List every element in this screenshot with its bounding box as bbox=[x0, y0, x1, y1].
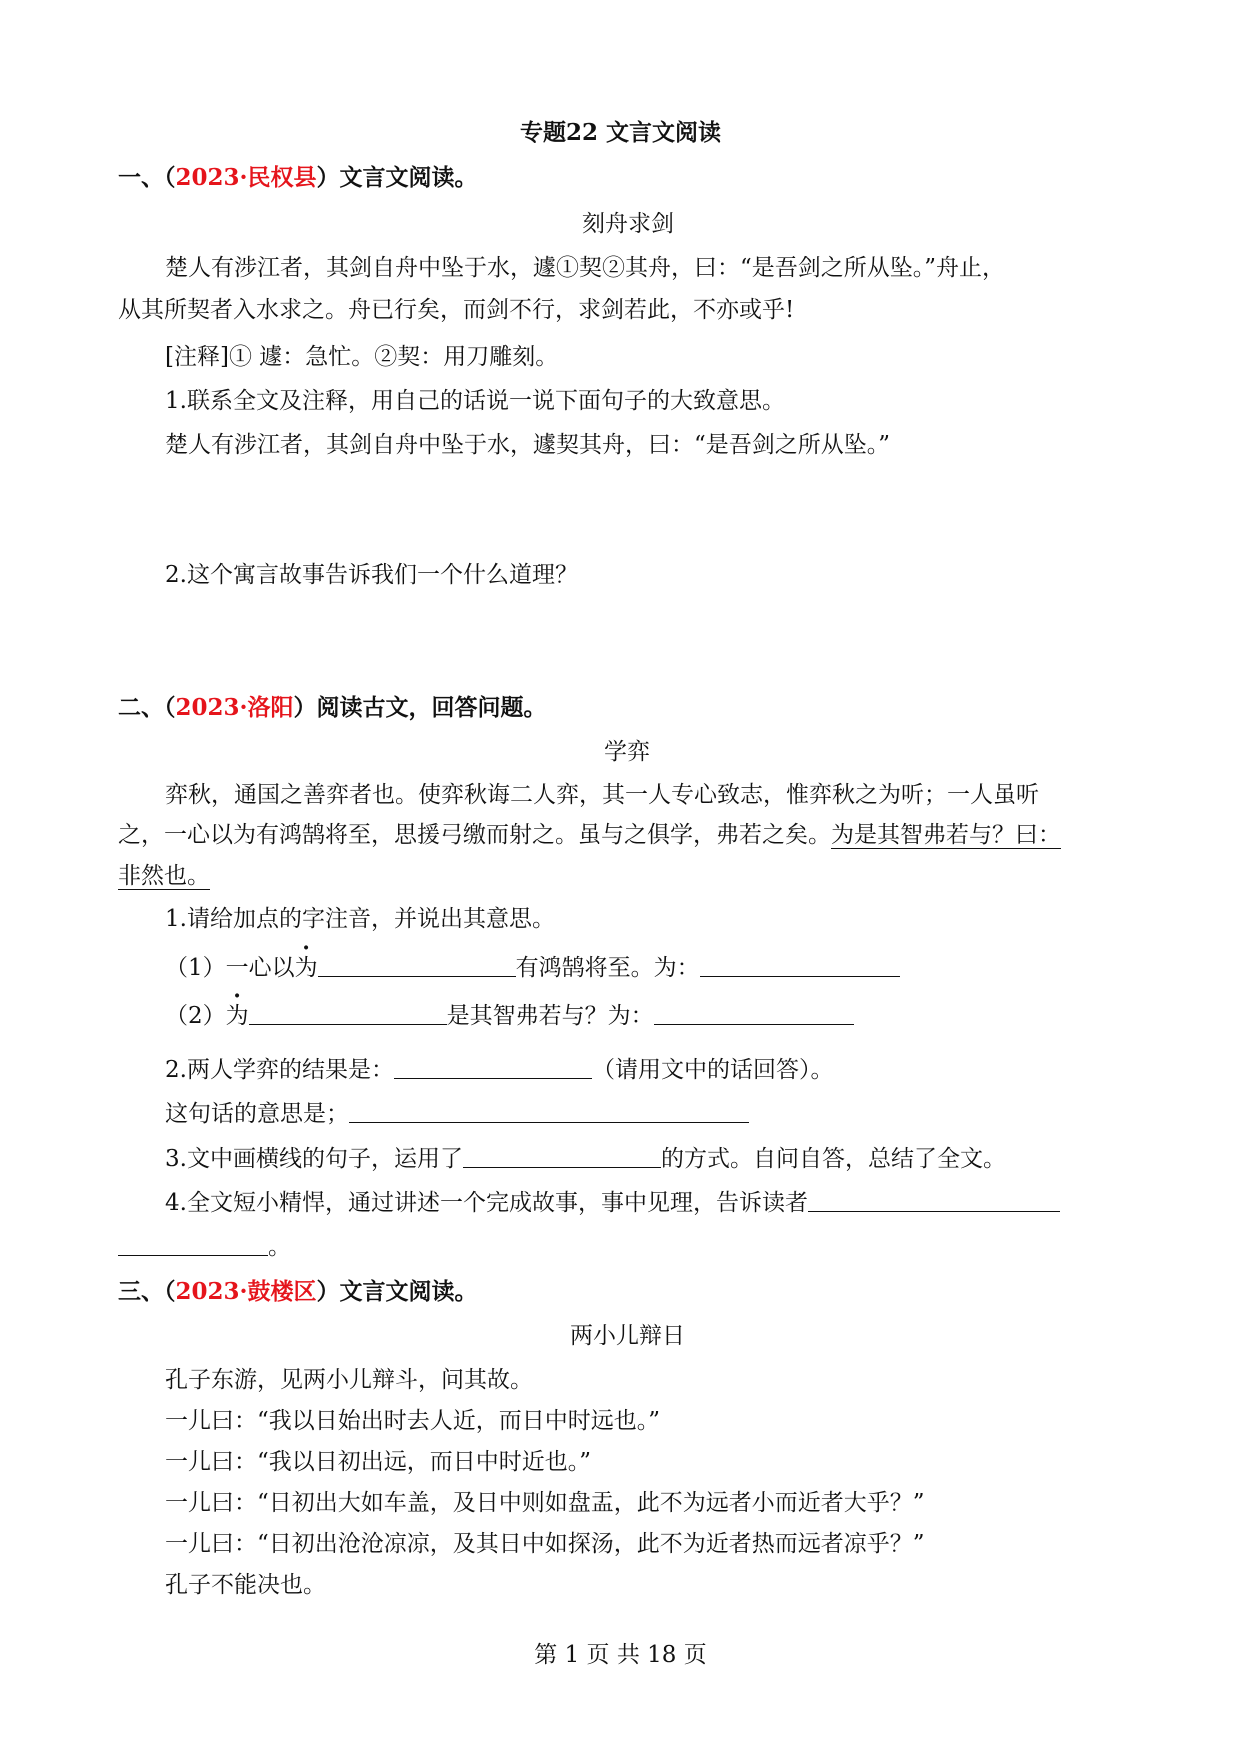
section-1-prefix: 一、（ bbox=[118, 164, 176, 191]
section-2-heading bbox=[118, 693, 547, 723]
question-2-4 bbox=[165, 1187, 1060, 1218]
passage-3-line-3: 一儿曰：“我以日初出远，而日中时近也。” bbox=[165, 1449, 592, 1475]
question-2-1-1-text-2: 有鸿鹄将至。为： bbox=[515, 955, 700, 981]
answer-blank[interactable] bbox=[349, 1100, 749, 1123]
passage-1-line-1: 楚人有涉江者，其剑自舟中坠于水，遽①契②其舟，曰：“是吾剑之所从坠。”舟止， bbox=[165, 255, 1006, 281]
passage-3-line-2: 一儿曰：“我以日始出时去人近，而日中时远也。” bbox=[165, 1408, 661, 1434]
section-3-heading bbox=[118, 1277, 478, 1307]
passage-3-line-1: 孔子东游，见两小儿辩斗，问其故。 bbox=[165, 1367, 533, 1393]
question-2-3 bbox=[165, 1143, 1006, 1174]
page-title: 专题22 文言文阅读 bbox=[519, 119, 721, 146]
question-2-4-text: 4.全文短小精悍，通过讲述一个完成故事，事中见理，告诉读者 bbox=[165, 1190, 808, 1216]
question-2-2-meaning bbox=[165, 1098, 749, 1129]
section-3-prefix: 三、（ bbox=[118, 1278, 176, 1305]
answer-blank[interactable] bbox=[463, 1145, 661, 1168]
question-2-1-1 bbox=[165, 952, 900, 983]
question-1-2: 2.这个寓言故事告诉我们一个什么道理？ bbox=[165, 562, 578, 588]
passage-3-title: 两小儿辩日 bbox=[570, 1323, 685, 1349]
dotted-char: 为 bbox=[225, 1003, 249, 1029]
section-2-instruction: ）阅读古文，回答问题。 bbox=[293, 694, 547, 721]
passage-3-line-5: 一儿曰：“日初出沧沧凉凉，及其日中如探汤，此不为近者热而远者凉乎？” bbox=[165, 1531, 925, 1557]
question-2-1-2-text: （2） bbox=[165, 1003, 226, 1029]
question-2-2-meaning-text: 这句话的意思是； bbox=[165, 1101, 349, 1127]
question-2-2 bbox=[165, 1054, 833, 1085]
section-2-prefix: 二、（ bbox=[118, 694, 176, 721]
question-2-2-text: 2.两人学弈的结果是： bbox=[165, 1057, 394, 1083]
section-1-heading bbox=[118, 163, 478, 193]
passage-2-title: 学弈 bbox=[604, 739, 650, 765]
passage-1-note: [注释]① 遽：急忙。②契：用刀雕刻。 bbox=[165, 344, 559, 370]
question-2-3-text: 3.文中画横线的句子，运用了 bbox=[165, 1146, 463, 1172]
passage-2-text: 之，一心以为有鸿鹄将至，思援弓缴而射之。虽与之俱学，弗若之矣。 bbox=[118, 822, 831, 848]
section-3-source: 2023·鼓楼区 bbox=[175, 1278, 317, 1305]
question-2-1-2-text-2: 是其智弗若与？为： bbox=[446, 1003, 654, 1029]
passage-2-line-3 bbox=[118, 861, 210, 891]
question-2-1-1-text: （1）一心以 bbox=[165, 955, 295, 981]
answer-blank[interactable] bbox=[654, 1002, 854, 1025]
answer-blank[interactable] bbox=[394, 1056, 592, 1079]
question-1-1: 1.联系全文及注释，用自己的话说一说下面句子的大致意思。 bbox=[165, 388, 785, 414]
passage-1-line-2: 从其所契者入水求之。舟已行矣，而剑不行，求剑若此，不亦或乎! bbox=[118, 297, 795, 323]
question-2-2-text-2: （请用文中的话回答）。 bbox=[591, 1057, 834, 1083]
dotted-char: 为 bbox=[294, 955, 318, 981]
passage-3-line-4: 一儿曰：“日初出大如车盖，及日中则如盘盂，此不为远者小而近者大乎？” bbox=[165, 1490, 925, 1516]
question-1-1-quote: 楚人有涉江者，其剑自舟中坠于水，遽契其舟，曰：“是吾剑之所从坠。” bbox=[165, 432, 891, 458]
passage-1-title: 刻舟求剑 bbox=[582, 211, 674, 237]
question-2-3-text-2: 的方式。自问自答，总结了全文。 bbox=[660, 1146, 1006, 1172]
page-footer: 第 1 页 共 18 页 bbox=[534, 1642, 707, 1668]
section-2-source: 2023·洛阳 bbox=[175, 694, 294, 721]
underlined-sentence-end: 非然也。 bbox=[118, 863, 210, 889]
section-3-instruction: ）文言文阅读。 bbox=[316, 1278, 478, 1305]
question-2-4-end: 。 bbox=[268, 1234, 291, 1260]
passage-2-line-1: 弈秋，通国之善弈者也。使弈秋诲二人弈，其一人专心致志，惟弈秋之为听；一人虽听 bbox=[165, 782, 1039, 808]
passage-2-line-2 bbox=[118, 820, 1061, 850]
answer-blank[interactable] bbox=[249, 1002, 447, 1025]
question-2-1-2 bbox=[165, 1000, 854, 1031]
underlined-sentence: 为是其智弗若与？曰： bbox=[831, 822, 1061, 848]
answer-blank[interactable] bbox=[318, 954, 516, 977]
answer-blank[interactable] bbox=[808, 1189, 1060, 1212]
answer-blank[interactable] bbox=[118, 1233, 268, 1256]
question-2-1: 1.请给加点的字注音，并说出其意思。 bbox=[165, 906, 555, 932]
section-1-instruction: ）文言文阅读。 bbox=[316, 164, 478, 191]
section-1-source: 2023·民权县 bbox=[175, 164, 317, 191]
passage-3-line-6: 孔子不能决也。 bbox=[165, 1572, 326, 1598]
answer-blank[interactable] bbox=[700, 954, 900, 977]
question-2-4-cont bbox=[118, 1231, 291, 1262]
